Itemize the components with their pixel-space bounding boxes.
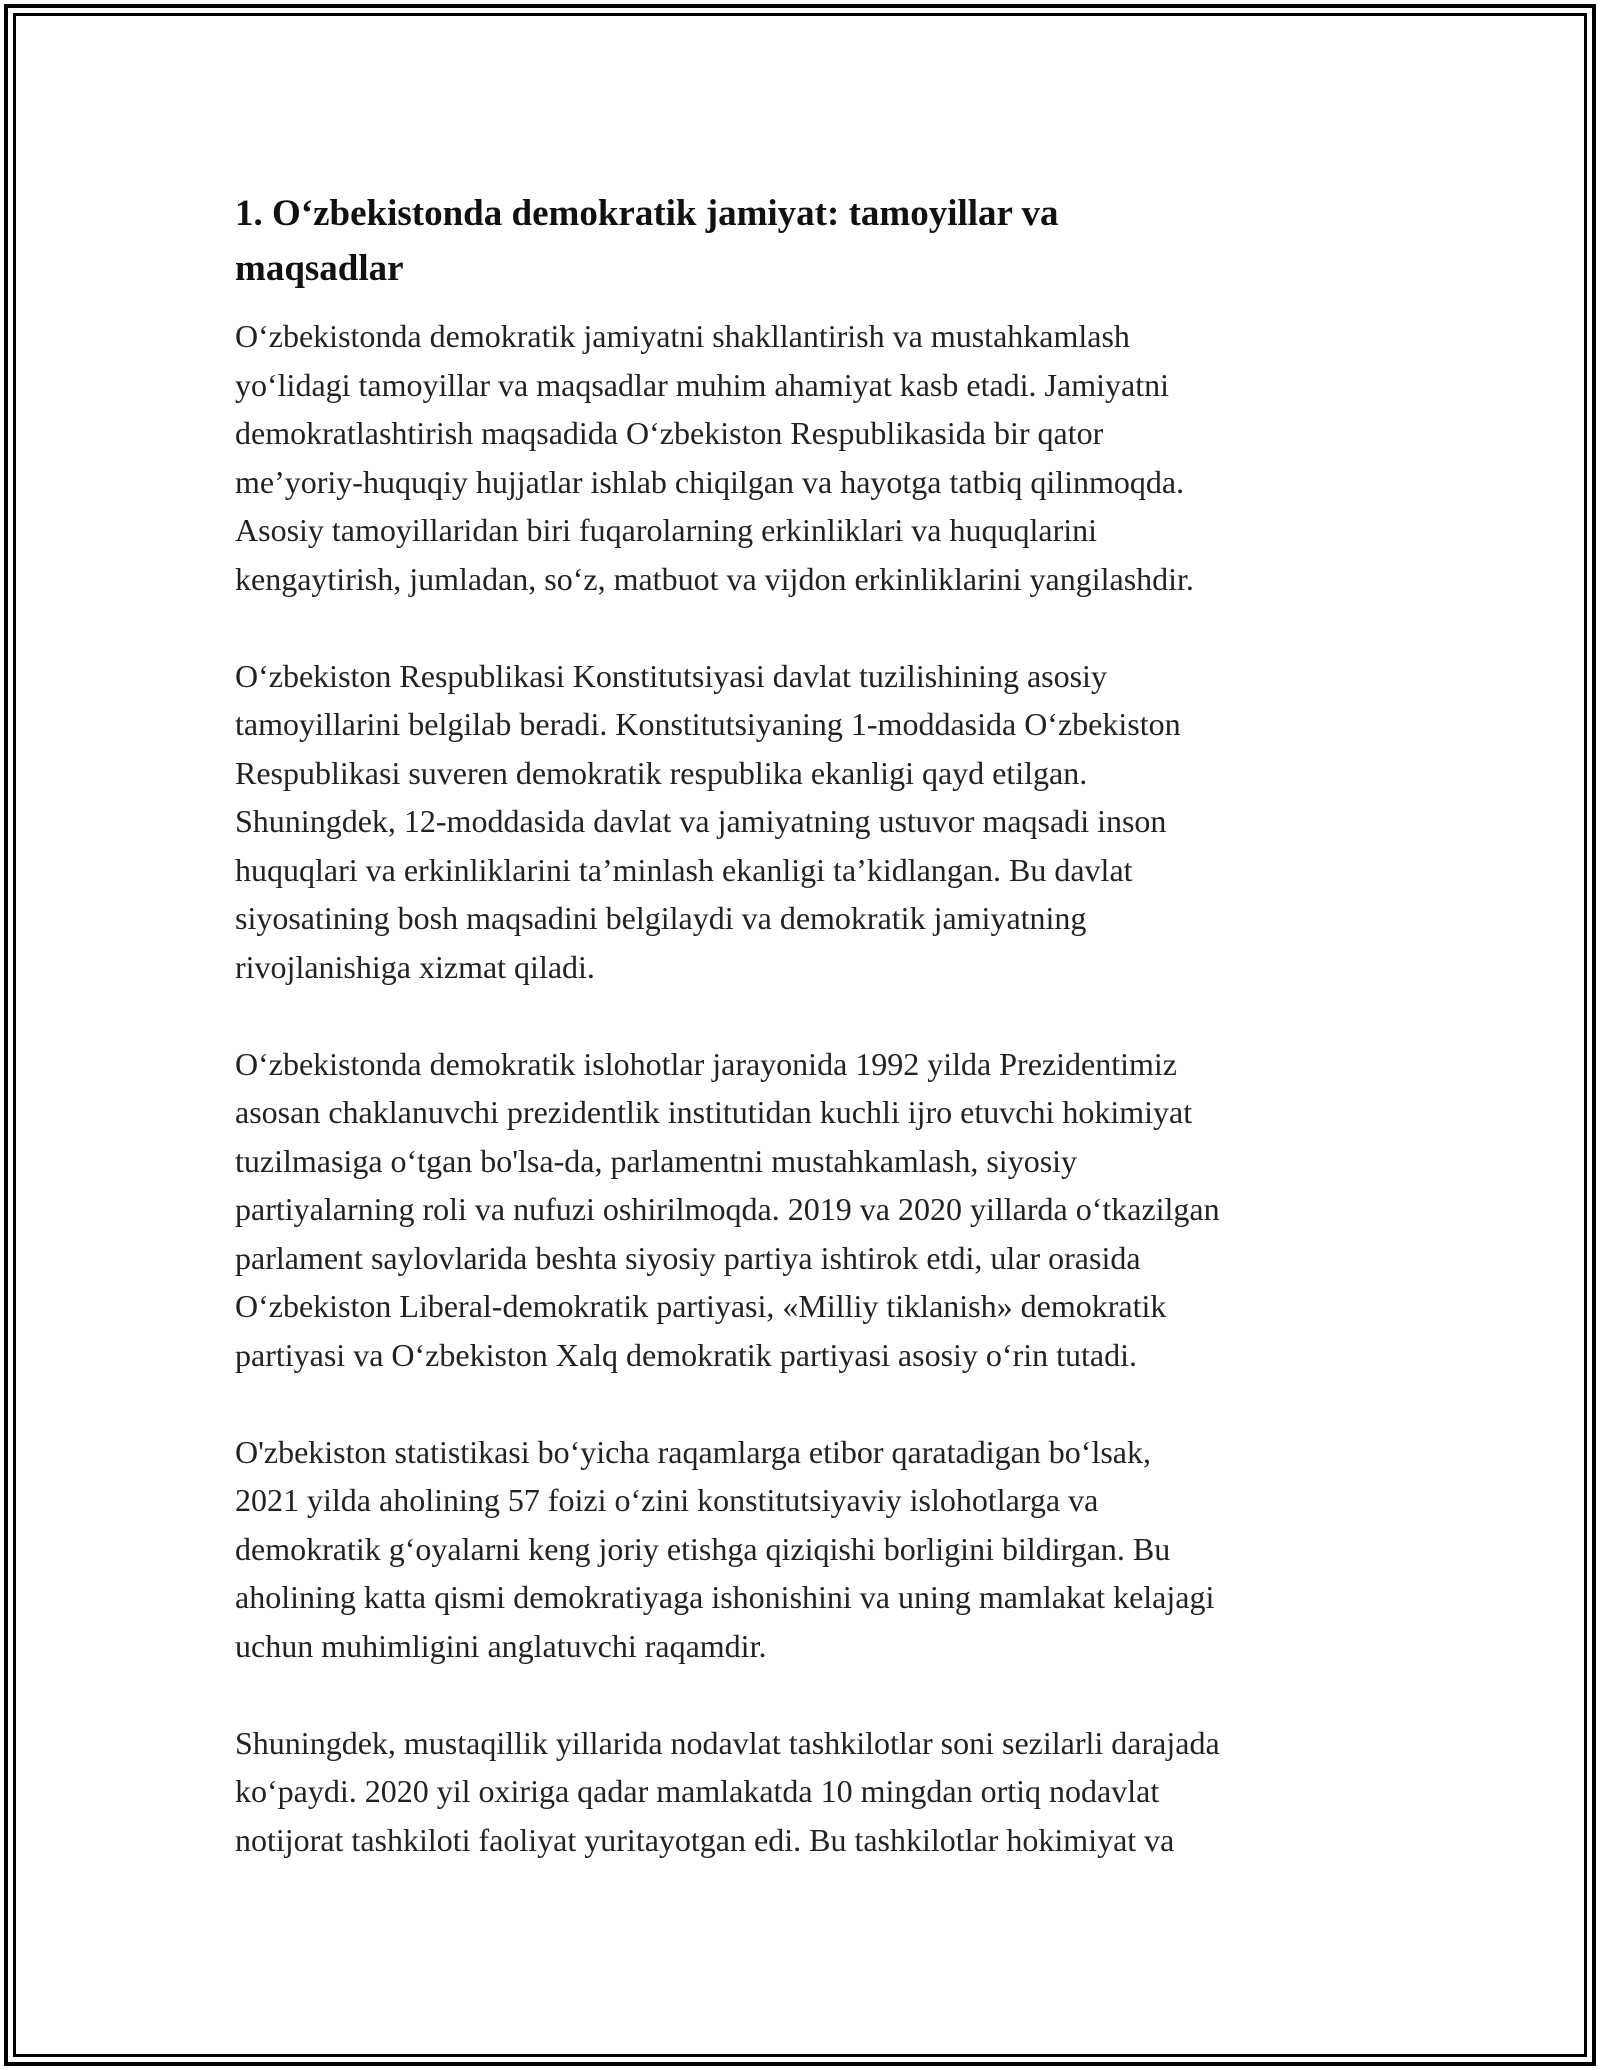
- section-title-line: maqsadlar: [235, 248, 404, 289]
- section-title: [235, 186, 1380, 296]
- text-line: yo‘lidagi tamoyillar va maqsadlar muhim ahamiyat kasb etadi. Jamiyatni: [235, 366, 1169, 403]
- text-line: O‘zbekiston Respublikasi Konstitutsiyasi davlat tuzilishining asosiy: [235, 657, 1107, 694]
- text-line: Respublikasi suveren demokratik respublika ekanligi qayd etilgan.: [235, 754, 1088, 791]
- text-line: partiyasi va O‘zbekiston Xalq demokratik partiyasi asosiy o‘rin tutadi.: [235, 1336, 1137, 1373]
- text-line: Asosiy tamoyillaridan biri fuqarolarning erkinliklari va huquqlarini: [235, 512, 1098, 548]
- text-line: O‘zbekistonda demokratik jamiyatni shakllantirish va mustahkamlash: [235, 318, 1130, 354]
- text-line: Shuningdek, 12-moddasida davlat va jamiyatning ustuvor maqsadi inson: [235, 803, 1167, 839]
- text-line: demokratik g‘oyalarni keng joriy etishga qiziqishi borligini bildirgan. Bu: [235, 1530, 1171, 1567]
- text-line: parlament saylovlarida beshta siyosiy partiya ishtirok etdi, ular orasida: [235, 1239, 1141, 1276]
- text-line: O'zbekiston statistikasi bo‘yicha raqamlarga etibor qaratadigan bo‘lsak,: [235, 1433, 1151, 1470]
- text-line: tamoyillarini belgilab beradi. Konstitutsiyaning 1-moddasida O‘zbekiston: [235, 706, 1181, 742]
- text-line: notijorat tashkiloti faoliyat yuritayotgan edi. Bu tashkilotlar hokimiyat va: [235, 1821, 1175, 1858]
- text-line: O‘zbekistonda demokratik islohotlar jarayonida 1992 yilda Prezidentimiz: [235, 1045, 1177, 1082]
- section-title-line: 1. O‘zbekistonda demokratik jamiyat: tamoyillar va: [235, 193, 1059, 234]
- paragraph: [235, 652, 1380, 992]
- text-line: kengaytirish, jumladan, so‘z, matbuot va vijdon erkinliklarini yangilashdir.: [235, 560, 1194, 597]
- paragraph: [235, 1428, 1380, 1671]
- text-line: O‘zbekiston Liberal-demokratik partiyasi, «Milliy tiklanish» demokratik: [235, 1288, 1167, 1324]
- text-line: demokratlashtirish maqsadida O‘zbekiston Respublikasida bir qator: [235, 415, 1104, 451]
- paragraph: [235, 1040, 1380, 1380]
- text-line: 2021 yilda aholining 57 foizi o‘zini konstitutsiyaviy islohotlarga va: [235, 1482, 1099, 1518]
- paragraph: [235, 312, 1380, 603]
- paragraph: [235, 1719, 1380, 1865]
- text-line: tuzilmasiga o‘tgan bo'lsa-da, parlamentni mustahkamlash, siyosiy: [235, 1142, 1078, 1179]
- text-line: me’yoriy-huquqiy hujjatlar ishlab chiqilgan va hayotga tatbiq qilinmoqda.: [235, 463, 1185, 500]
- text-line: uchun muhimligini anglatuvchi raqamdir.: [235, 1627, 767, 1664]
- text-line: asosan chaklanuvchi prezidentlik institutidan kuchli ijro etuvchi hokimiyat: [235, 1094, 1193, 1130]
- text-line: rivojlanishiga xizmat qiladi.: [235, 948, 595, 985]
- text-line: Shuningdek, mustaqillik yillarida nodavlat tashkilotlar soni sezilarli darajada: [235, 1724, 1220, 1761]
- text-line: partiyalarning roli va nufuzi oshirilmoqda. 2019 va 2020 yillarda o‘tkazilgan: [235, 1191, 1220, 1227]
- text-line: ko‘paydi. 2020 yil oxiriga qadar mamlakatda 10 mingdan ortiq nodavlat: [235, 1773, 1160, 1809]
- text-line: aholining katta qismi demokratiyaga ishonishini va uning mamlakat kelajagi: [235, 1579, 1215, 1615]
- text-line: huquqlari va erkinliklarini ta’minlash ekanligi ta’kidlangan. Bu davlat: [235, 851, 1133, 888]
- text-line: siyosatining bosh maqsadini belgilaydi va demokratik jamiyatning: [235, 900, 1087, 936]
- document-page: [235, 186, 1380, 1913]
